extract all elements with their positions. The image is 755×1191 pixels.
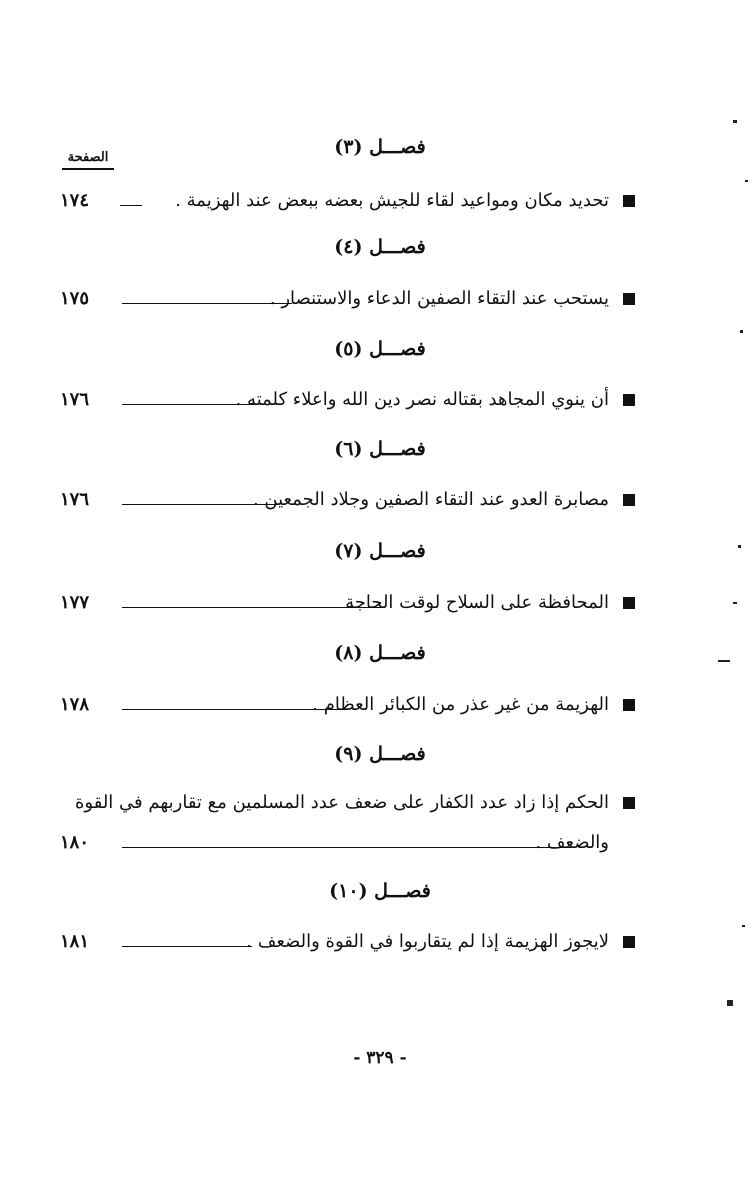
bullet-icon — [623, 394, 635, 406]
scan-speck — [718, 660, 730, 662]
section-title: فصـــل (٧) — [334, 540, 426, 562]
entry-text: المحافظة على السلاح لوقت الحاجة — [345, 592, 609, 613]
entry-text: لايجوز الهزيمة إذا لم يتقاربوا في القوة والضعف . — [246, 931, 609, 952]
entry-text: أن ينوي المجاهد بقتاله نصر دين الله واعلاء كلمته . — [235, 389, 609, 410]
dot-leader — [122, 847, 572, 848]
section-title: فصـــل (١٠) — [329, 880, 431, 902]
dot-leader — [122, 504, 277, 505]
bullet-icon — [623, 699, 635, 711]
scan-speck — [733, 602, 737, 604]
dot-leader — [122, 404, 257, 405]
toc-entry[interactable] — [60, 927, 635, 963]
toc-entry[interactable] — [60, 186, 635, 222]
entry-text-line2: والضعف . — [535, 832, 609, 853]
toc-entry[interactable] — [60, 588, 635, 624]
toc-entry[interactable] — [60, 485, 635, 521]
dot-leader — [122, 303, 292, 304]
section-title: فصـــل (٤) — [334, 236, 426, 258]
dot-leader — [122, 946, 252, 947]
entry-text: مصابرة العدو عند التقاء الصفين وجلاد الجمعين . — [252, 489, 609, 510]
page-column-header: الصفحة — [62, 150, 114, 170]
entry-text-line1: الحكم إذا زاد عدد الكفار على ضعف عدد المسلمين مع تقاربهم في القوة — [74, 792, 609, 813]
bullet-icon — [623, 797, 635, 809]
entry-text: يستحب عند التقاء الصفين الدعاء والاستنصار . — [269, 288, 609, 309]
entry-page-number: ١٨٠ — [60, 832, 90, 853]
scan-speck — [733, 120, 737, 123]
bullet-icon — [623, 293, 635, 305]
scan-speck — [738, 545, 741, 548]
entry-page-number: ١٨١ — [60, 931, 90, 952]
page-number-footer: - ٣٢٩ - — [353, 1048, 407, 1068]
entry-page-number: ١٧٦ — [60, 489, 90, 510]
entry-page-number: ١٧٦ — [60, 389, 90, 410]
entry-page-number: ١٧٤ — [60, 190, 90, 211]
toc-entry[interactable] — [60, 284, 635, 320]
section-title: فصـــل (٨) — [334, 642, 426, 664]
bullet-icon — [623, 936, 635, 948]
toc-entry[interactable] — [60, 385, 635, 421]
scan-speck — [745, 180, 748, 182]
scan-speck — [740, 330, 743, 333]
entry-page-number: ١٧٨ — [60, 694, 90, 715]
dot-leader — [122, 607, 384, 608]
section-title: فصـــل (٣) — [334, 136, 426, 158]
bullet-icon — [623, 494, 635, 506]
entry-text: الهزيمة من غير عذر من الكبائر العظام . — [312, 694, 609, 715]
entry-text: تحديد مكان ومواعيد لقاء للجيش بعضه ببعض عند الهزيمة . — [175, 190, 609, 211]
toc-entry[interactable] — [60, 788, 635, 864]
dot-leader — [122, 709, 347, 710]
dot-leader — [120, 205, 142, 206]
bullet-icon — [623, 195, 635, 207]
entry-page-number: ١٧٧ — [60, 592, 90, 613]
scan-speck — [727, 1000, 733, 1006]
section-title: فصـــل (٦) — [334, 438, 426, 460]
toc-entry[interactable] — [60, 690, 635, 726]
scan-speck — [742, 925, 745, 927]
section-title: فصـــل (٥) — [334, 338, 426, 360]
section-title: فصـــل (٩) — [334, 743, 426, 765]
entry-page-number: ١٧٥ — [60, 288, 90, 309]
bullet-icon — [623, 597, 635, 609]
